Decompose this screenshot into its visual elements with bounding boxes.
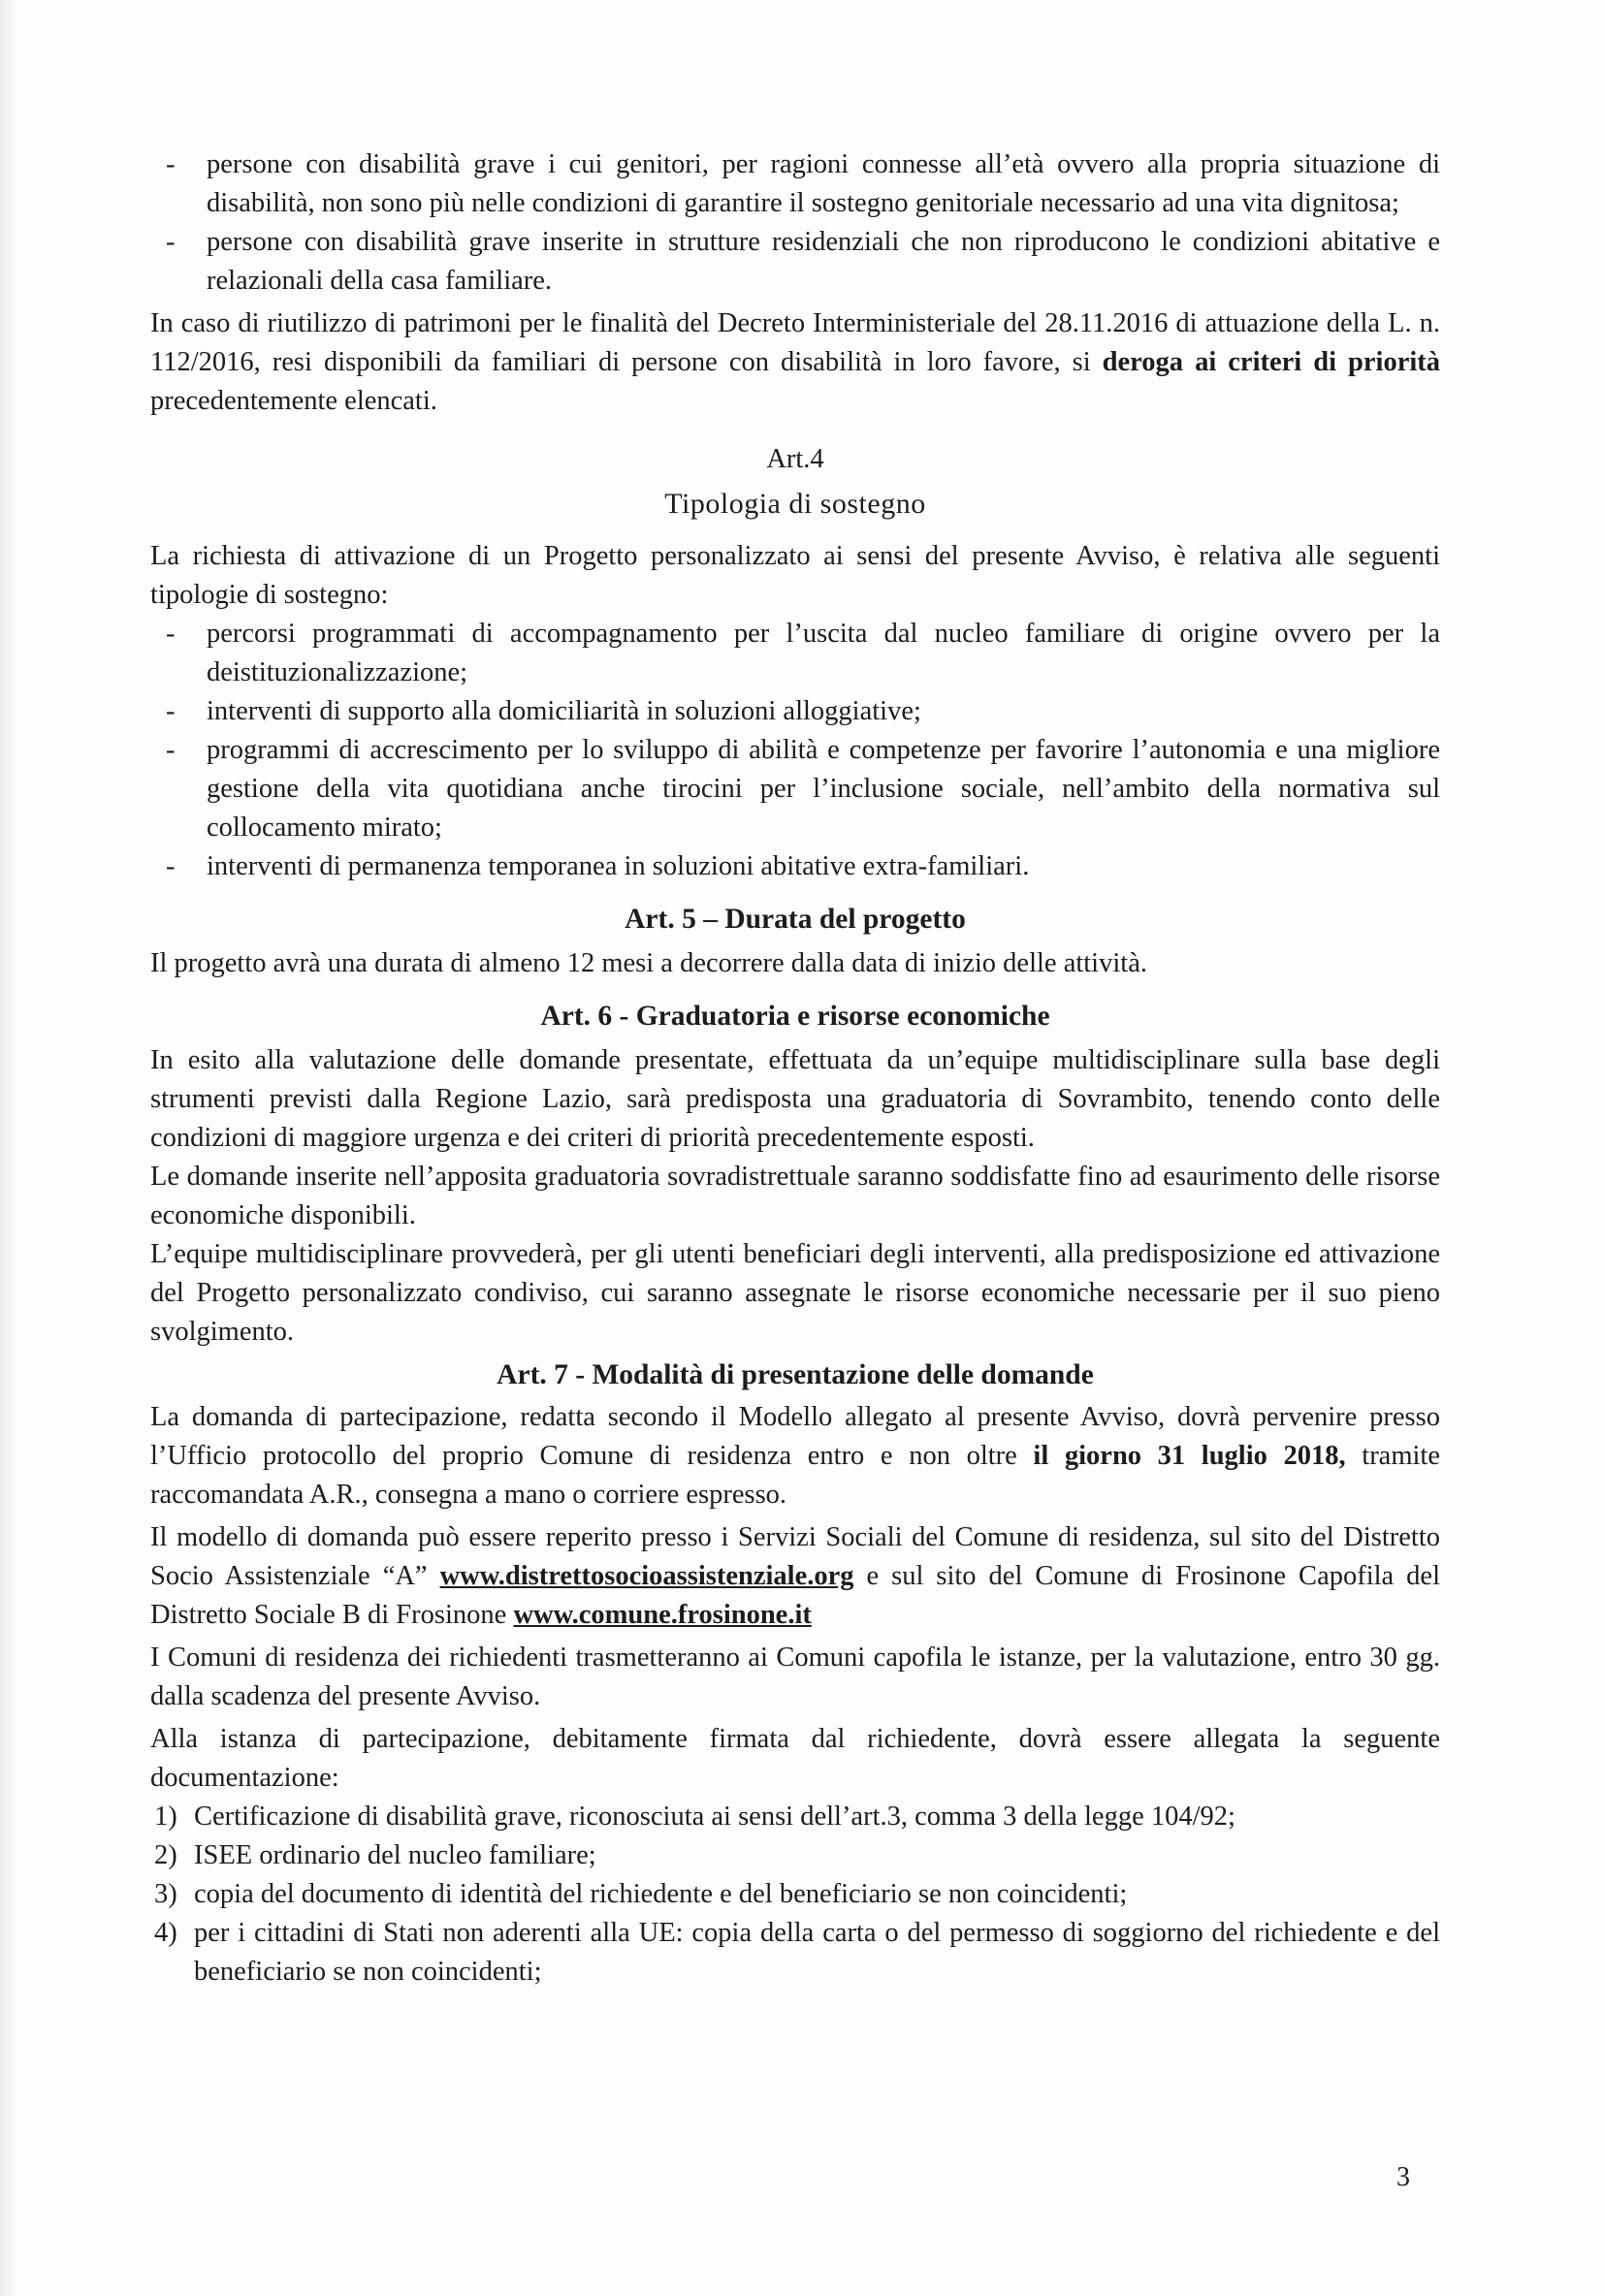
art7-p2-middle: e sul sito del Comune di Frosinone Capofila del Distretto Sociale B di Frosinone — [150, 1561, 1440, 1630]
list-dash: - — [166, 619, 176, 649]
art5-title: Art. 5 – Durata del progetto — [625, 904, 966, 935]
art4-intro: La richiesta di attivazione di un Progetto personalizzato ai sensi del presente Avviso, è relativa alle seguenti tipologie di sostegno: — [150, 541, 1440, 610]
requirement-number: 2) — [154, 1840, 177, 1870]
list-dash: - — [166, 149, 176, 179]
distretto-website-link[interactable]: www.distrettosocioassistenziale.org — [439, 1561, 854, 1591]
art7-p1-tail: tramite raccomandata A.R., consegna a mano o corriere espresso. — [150, 1441, 1440, 1510]
list-dash: - — [166, 696, 176, 726]
art7-attachments-intro: Alla istanza di partecipazione, debitamente firmata dal richiedente, dovrà essere allegata la seguente documentazione: — [150, 1724, 1440, 1793]
art5-text: Il progetto avrà una durata di almeno 12 mesi a decorrere dalla data di inizio delle attività. — [150, 948, 1147, 978]
intro-list-item-text: persone con disabilità grave i cui genitori, per ragioni connesse all’età ovvero alla propria situazione di disabilità, non sono più nelle condizioni di garantire il sostegno genitoriale necessario ad una vita dignitosa; — [207, 149, 1440, 218]
art7-p2-text: Il modello di domanda può essere reperito presso i Servizi Sociali del Comune di residenza, sul sito del Distretto Socio Assistenziale “A” — [150, 1522, 1440, 1591]
list-dash: - — [166, 735, 176, 765]
art7-form-source-paragraph — [150, 1518, 1440, 1635]
reuse-text-bold: deroga ai criteri di priorità — [1102, 347, 1440, 377]
support-type-item — [150, 615, 1440, 692]
list-dash: - — [166, 851, 176, 881]
requirement-text: per i cittadini di Stati non aderenti alla UE: copia della carta o del permesso di soggiorno del richiedente e del beneficiario se non coincidenti; — [194, 1918, 1440, 1987]
reuse-text-before: In caso di riutilizzo di patrimoni per le finalità del Decreto Interministeriale del 28.11.2016 di attuazione della L. n. 112/2016, resi disponibili da familiari di persone con disabilità in loro favore, si — [150, 308, 1440, 377]
document-body — [150, 145, 1440, 1992]
scan-edge-shadow — [0, 0, 17, 2296]
art4-number: Art.4 — [766, 444, 824, 474]
support-type-item — [150, 731, 1440, 847]
intro-list-item-text: persone con disabilità grave inserite in strutture residenziali che non riproducono le condizioni abitative e relazionali della casa familiare. — [207, 227, 1440, 296]
art6-title: Art. 6 - Graduatoria e risorse economiche — [540, 1001, 1050, 1032]
requirement-number: 4) — [154, 1918, 177, 1948]
intro-list-item — [150, 145, 1440, 223]
support-type-text: interventi di permanenza temporanea in soluzioni abitative extra-familiari. — [207, 851, 1030, 881]
intro-list-item — [150, 223, 1440, 301]
document-requirement-item — [150, 1798, 1440, 1836]
requirement-number: 1) — [154, 1802, 177, 1832]
document-requirement-item — [150, 1875, 1440, 1914]
art7-deadline-date: il giorno 31 luglio 2018, — [1033, 1441, 1346, 1471]
art4-title: Tipologia di sostegno — [664, 488, 926, 520]
requirement-text: Certificazione di disabilità grave, riconosciuta ai sensi dell’art.3, comma 3 della legge 104/92; — [194, 1802, 1235, 1832]
art6-paragraph: L’equipe multidisciplinare provvederà, per gli utenti beneficiari degli interventi, alla predisposizione ed attivazione del Progetto personalizzato condiviso, cui saranno assegnate le risorse economiche necessarie per il suo pieno svolgimento. — [150, 1239, 1440, 1347]
support-type-text: programmi di accrescimento per lo sviluppo di abilità e competenze per favorire l’autonomia e una migliore gestione della vita quotidiana anche tirocini per l’inclusione sociale, nell’ambito della normativa sul collocamento mirato; — [207, 735, 1440, 843]
comune-frosinone-link[interactable]: www.comune.frosinone.it — [513, 1600, 812, 1630]
reuse-text-after: precedentemente elencati. — [150, 386, 437, 416]
reuse-paragraph — [150, 304, 1440, 421]
art7-transmission-paragraph: I Comuni di residenza dei richiedenti trasmetteranno ai Comuni capofila le istanze, per la valutazione, entro 30 gg. dalla scadenza del presente Avviso. — [150, 1642, 1440, 1711]
art7-p1-text: La domanda di partecipazione, redatta secondo il Modello allegato al presente Avviso, dovrà pervenire presso l’Ufficio protocollo del proprio Comune di residenza entro e non oltre — [150, 1402, 1440, 1471]
requirement-number: 3) — [154, 1879, 177, 1909]
list-dash: - — [166, 227, 176, 257]
page-number: 3 — [1396, 2162, 1410, 2192]
document-requirement-item — [150, 1836, 1440, 1875]
art7-deadline-paragraph — [150, 1398, 1440, 1515]
support-type-text: interventi di supporto alla domiciliarità in soluzioni alloggiative; — [207, 696, 921, 726]
art6-paragraph: In esito alla valutazione delle domande presentate, effettuata da un’equipe multidisciplinare sulla base degli strumenti previsti dalla Regione Lazio, sarà predisposta una graduatoria di Sovrambito, tenendo conto delle condizioni di maggiore urgenza e dei criteri di priorità precedentemente esposti. — [150, 1045, 1440, 1153]
art7-title: Art. 7 - Modalità di presentazione delle domande — [497, 1359, 1094, 1390]
support-type-item — [150, 692, 1440, 731]
requirement-text: ISEE ordinario del nucleo familiare; — [194, 1840, 596, 1870]
requirement-text: copia del documento di identità del richiedente e del beneficiario se non coincidenti; — [194, 1879, 1128, 1909]
document-requirement-item — [150, 1914, 1440, 1992]
support-type-item — [150, 847, 1440, 886]
art6-paragraph: Le domande inserite nell’apposita graduatoria sovradistrettuale saranno soddisfatte fino ad esaurimento delle risorse economiche disponibili. — [150, 1162, 1440, 1230]
support-type-text: percorsi programmati di accompagnamento per l’uscita dal nucleo familiare di origine ovvero per la deistituzionalizzazione; — [207, 619, 1440, 687]
